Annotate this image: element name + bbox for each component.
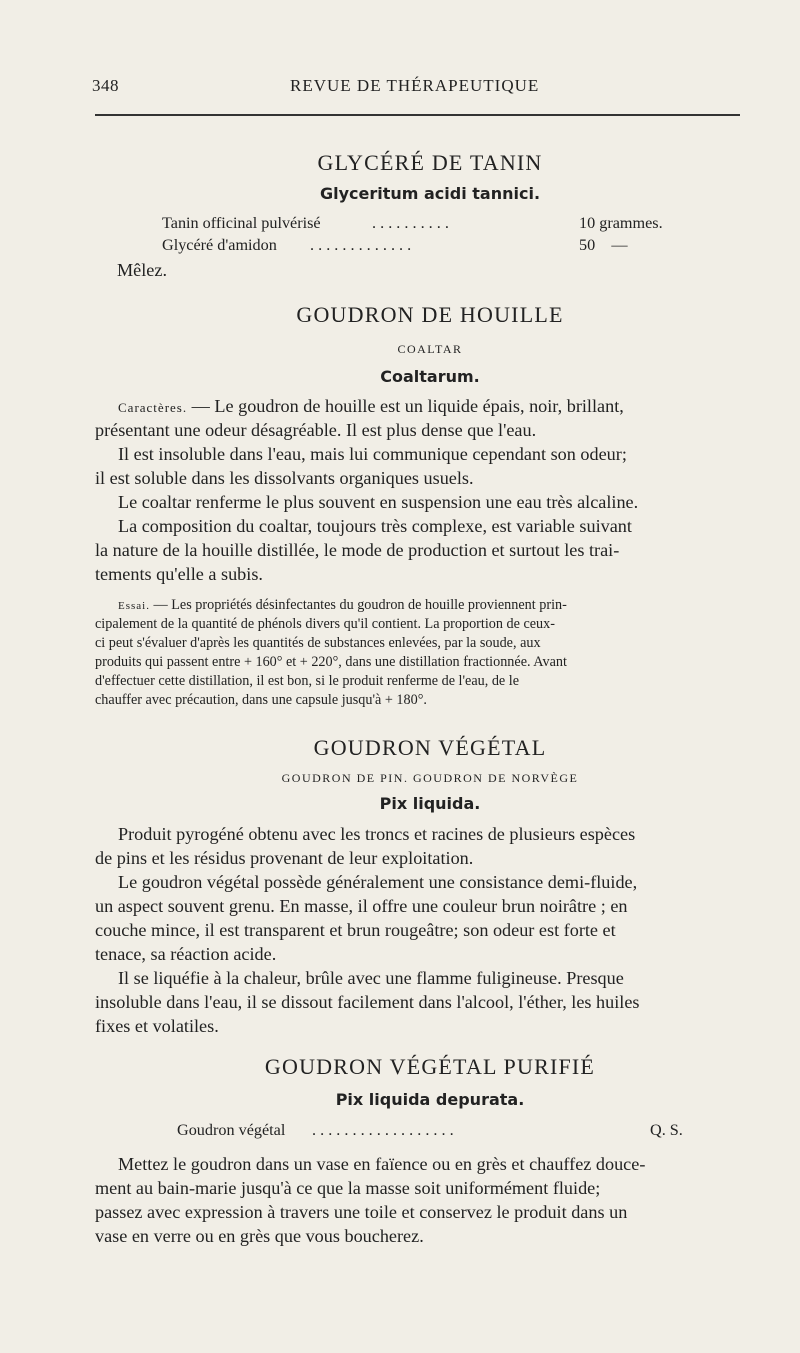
note-line bbox=[118, 597, 567, 614]
note-line: chauffer avec précaution, dans une capsule jusqu'à + 180°. bbox=[95, 692, 427, 708]
recipe-item-dots: . . . . . . . . . . bbox=[372, 214, 449, 232]
section-title-glycere: GLYCÉRÉ DE TANIN bbox=[317, 150, 543, 175]
paragraph-line: un aspect souvent grenu. En masse, il offre une couleur brun noirâtre ; en bbox=[95, 896, 628, 916]
running-title: REVUE DE THÉRAPEUTIQUE bbox=[290, 76, 540, 95]
alt-name-vegetal: GOUDRON DE PIN. GOUDRON DE NORVÈGE bbox=[281, 771, 579, 785]
recipe-item-quantity: 10 grammes. bbox=[579, 214, 663, 232]
paragraph-line: Le coaltar renferme le plus souvent en suspension une eau très alcaline. bbox=[118, 492, 639, 512]
recipe-item-quantity: Q. S. bbox=[650, 1121, 683, 1139]
section-title-houille: GOUDRON DE HOUILLE bbox=[296, 302, 564, 327]
recipe-item-name: Goudron végétal bbox=[177, 1121, 286, 1139]
paragraph-line: Il est insoluble dans l'eau, mais lui communique cependant son odeur; bbox=[118, 444, 627, 464]
page-number: 348 bbox=[92, 76, 119, 95]
paragraph-line: la nature de la houille distillée, le mode de production et surtout les trai- bbox=[95, 540, 620, 560]
latin-name-vegetal: Pix liquida. bbox=[379, 794, 481, 813]
latin-name-purifie: Pix liquida depurata. bbox=[335, 1090, 525, 1109]
section-title-purifie: GOUDRON VÉGÉTAL PURIFIÉ bbox=[264, 1054, 596, 1079]
paragraph-line: La composition du coaltar, toujours très complexe, est variable suivant bbox=[118, 516, 632, 536]
paragraph-line: tenace, sa réaction acide. bbox=[95, 944, 277, 964]
paragraph-line: tements qu'elle a subis. bbox=[95, 564, 263, 584]
paragraph-line: ment au bain-marie jusqu'à ce que la masse soit uniformément fluide; bbox=[95, 1178, 601, 1198]
essai-label: Essai. bbox=[118, 600, 150, 612]
recipe-item-dots: . . . . . . . . . . . . . . . . . . bbox=[312, 1121, 454, 1139]
paragraph-line: présentant une odeur désagréable. Il est plus dense que l'eau. bbox=[95, 420, 537, 440]
recipe-item-dots: . . . . . . . . . . . . . bbox=[310, 236, 412, 254]
paragraph-line: Il se liquéfie à la chaleur, brûle avec une flamme fuligineuse. Presque bbox=[118, 968, 624, 988]
note-line: produits qui passent entre + 160° et + 220°, dans une distillation fractionnée. Avant bbox=[95, 654, 567, 670]
paragraph-line: de pins et les résidus provenant de leur exploitation. bbox=[95, 848, 474, 868]
paragraph-line: Le goudron végétal possède généralement une consistance demi-fluide, bbox=[118, 872, 638, 892]
header-rule bbox=[95, 114, 740, 116]
paragraph-line bbox=[118, 396, 624, 417]
recipe-item-quantity: 50 — bbox=[579, 236, 628, 254]
paragraph-line: Mettez le goudron dans un vase en faïence ou en grès et chauffez douce- bbox=[118, 1154, 646, 1174]
note-text: — Les propriétés désinfectantes du goudron de houille proviennent prin- bbox=[149, 597, 567, 613]
paragraph-line: fixes et volatiles. bbox=[95, 1016, 219, 1036]
latin-name-houille: Coaltarum. bbox=[380, 367, 480, 386]
paragraph-line: vase en verre ou en grès que vous boucherez. bbox=[95, 1226, 424, 1246]
paragraph-line: couche mince, il est transparent et brun rougeâtre; son odeur est forte et bbox=[95, 920, 616, 940]
note-line: d'effectuer cette distillation, il est bon, si le produit renferme de l'eau, de le bbox=[95, 673, 520, 689]
instruction-text: Mêlez. bbox=[117, 260, 167, 280]
paragraph-line: passez avec expression à travers une toile et conservez le produit dans un bbox=[95, 1202, 628, 1222]
caracteres-label: Caractères. bbox=[118, 400, 188, 415]
note-line: ci peut s'évaluer d'après les quantités de substances enlevées, par la soude, aux bbox=[95, 635, 541, 651]
alt-name-houille: COALTAR bbox=[397, 342, 463, 356]
recipe-item-name: Tanin officinal pulvérisé bbox=[162, 214, 321, 232]
paragraph-text: — Le goudron de houille est un liquide épais, noir, brillant, bbox=[187, 396, 624, 416]
note-line: cipalement de la quantité de phénols divers qu'il contient. La proportion de ceux- bbox=[95, 616, 555, 632]
paragraph-line: insoluble dans l'eau, il se dissout facilement dans l'alcool, l'éther, les huiles bbox=[95, 992, 640, 1012]
paragraph-line: Produit pyrogéné obtenu avec les troncs et racines de plusieurs espèces bbox=[118, 824, 636, 844]
recipe-item-name: Glycéré d'amidon bbox=[162, 236, 277, 254]
latin-name-glycere: Glyceritum acidi tannici. bbox=[319, 184, 541, 203]
section-title-vegetal: GOUDRON VÉGÉTAL bbox=[313, 735, 547, 760]
paragraph-line: il est soluble dans les dissolvants organiques usuels. bbox=[95, 468, 474, 488]
